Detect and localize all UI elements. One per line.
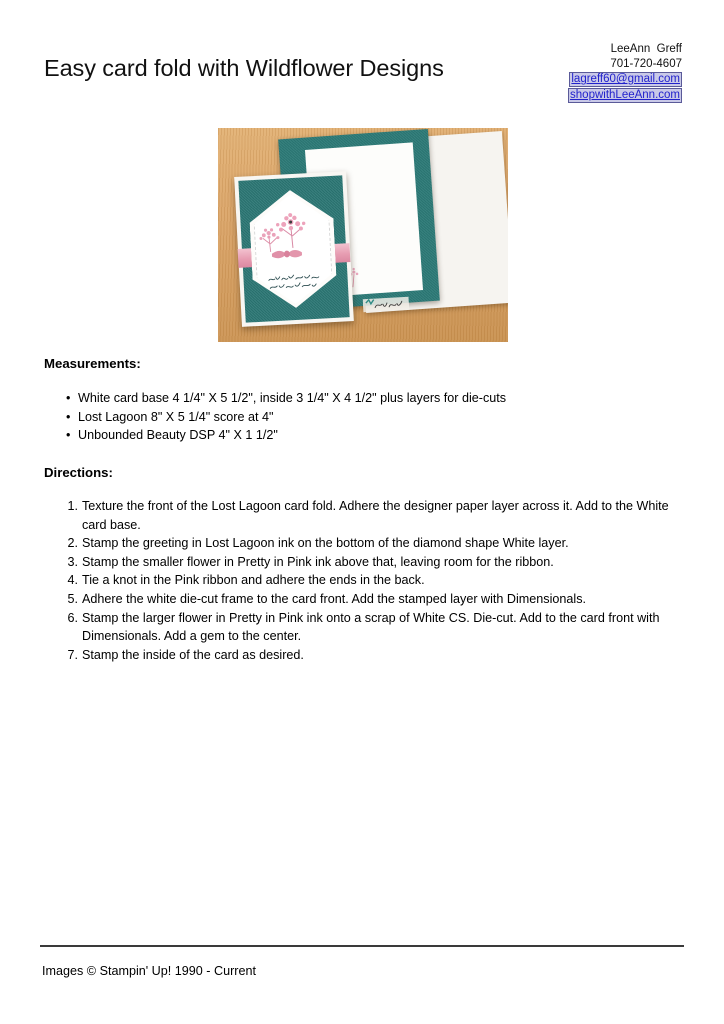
measurements-list xyxy=(44,389,664,445)
ribbon-knot xyxy=(269,243,304,267)
directions-heading: Directions: xyxy=(44,465,113,480)
list-item: Texture the front of the Lost Lagoon card fold. Adhere the designer paper layer across it. Add to the White card base. xyxy=(82,499,669,532)
project-photo xyxy=(218,128,508,342)
footer-divider xyxy=(40,945,684,947)
contact-phone: 701-720-4607 xyxy=(610,57,682,70)
footer-copyright: Images © Stampin' Up! 1990 - Current xyxy=(42,964,256,978)
page-title: Easy card fold with Wildflower Designs xyxy=(44,54,444,81)
page-header xyxy=(0,0,724,118)
contact-block xyxy=(482,42,682,103)
list-item: Stamp the greeting in Lost Lagoon ink on the bottom of the diamond shape White layer. xyxy=(82,536,569,551)
website-link[interactable]: shopwithLeeAnn.com xyxy=(570,89,680,102)
list-item: Adhere the white die-cut frame to the card front. Add the stamped layer with Dimensionals. xyxy=(82,591,587,606)
contact-name: LeeAnn Greff xyxy=(610,43,682,55)
directions-list xyxy=(44,497,674,664)
list-item: Stamp the smaller flower in Pretty in Pink ink above that, leaving room for the ribbon. xyxy=(82,554,554,569)
list-item: • Unbounded Beauty DSP 4" X 1 1/2" xyxy=(44,426,664,445)
measurements-heading: Measurements: xyxy=(44,356,141,371)
list-item: • White card base 4 1/4" X 5 1/2", inside 3 1/4" X 4 1/2" plus layers for die-cuts xyxy=(44,389,664,408)
contact-email-row xyxy=(482,71,682,87)
list-item: Stamp the larger flower in Pretty in Pink ink onto a scrap of White CS. Die-cut. Add to the card front with Dimensionals. Add a gem to the center. xyxy=(82,610,660,644)
card-greeting-text xyxy=(266,270,327,293)
email-link[interactable]: lagreff60@gmail.com xyxy=(571,73,680,86)
list-item: • Lost Lagoon 8" X 5 1/4" score at 4" xyxy=(44,408,664,427)
list-item: Tie a knot in the Pink ribbon and adhere the ends in the back. xyxy=(82,573,425,588)
contact-website-row xyxy=(482,87,682,103)
signature-watermark xyxy=(363,295,410,315)
list-item: Stamp the inside of the card as desired. xyxy=(82,647,304,662)
photo-canvas xyxy=(218,128,508,342)
